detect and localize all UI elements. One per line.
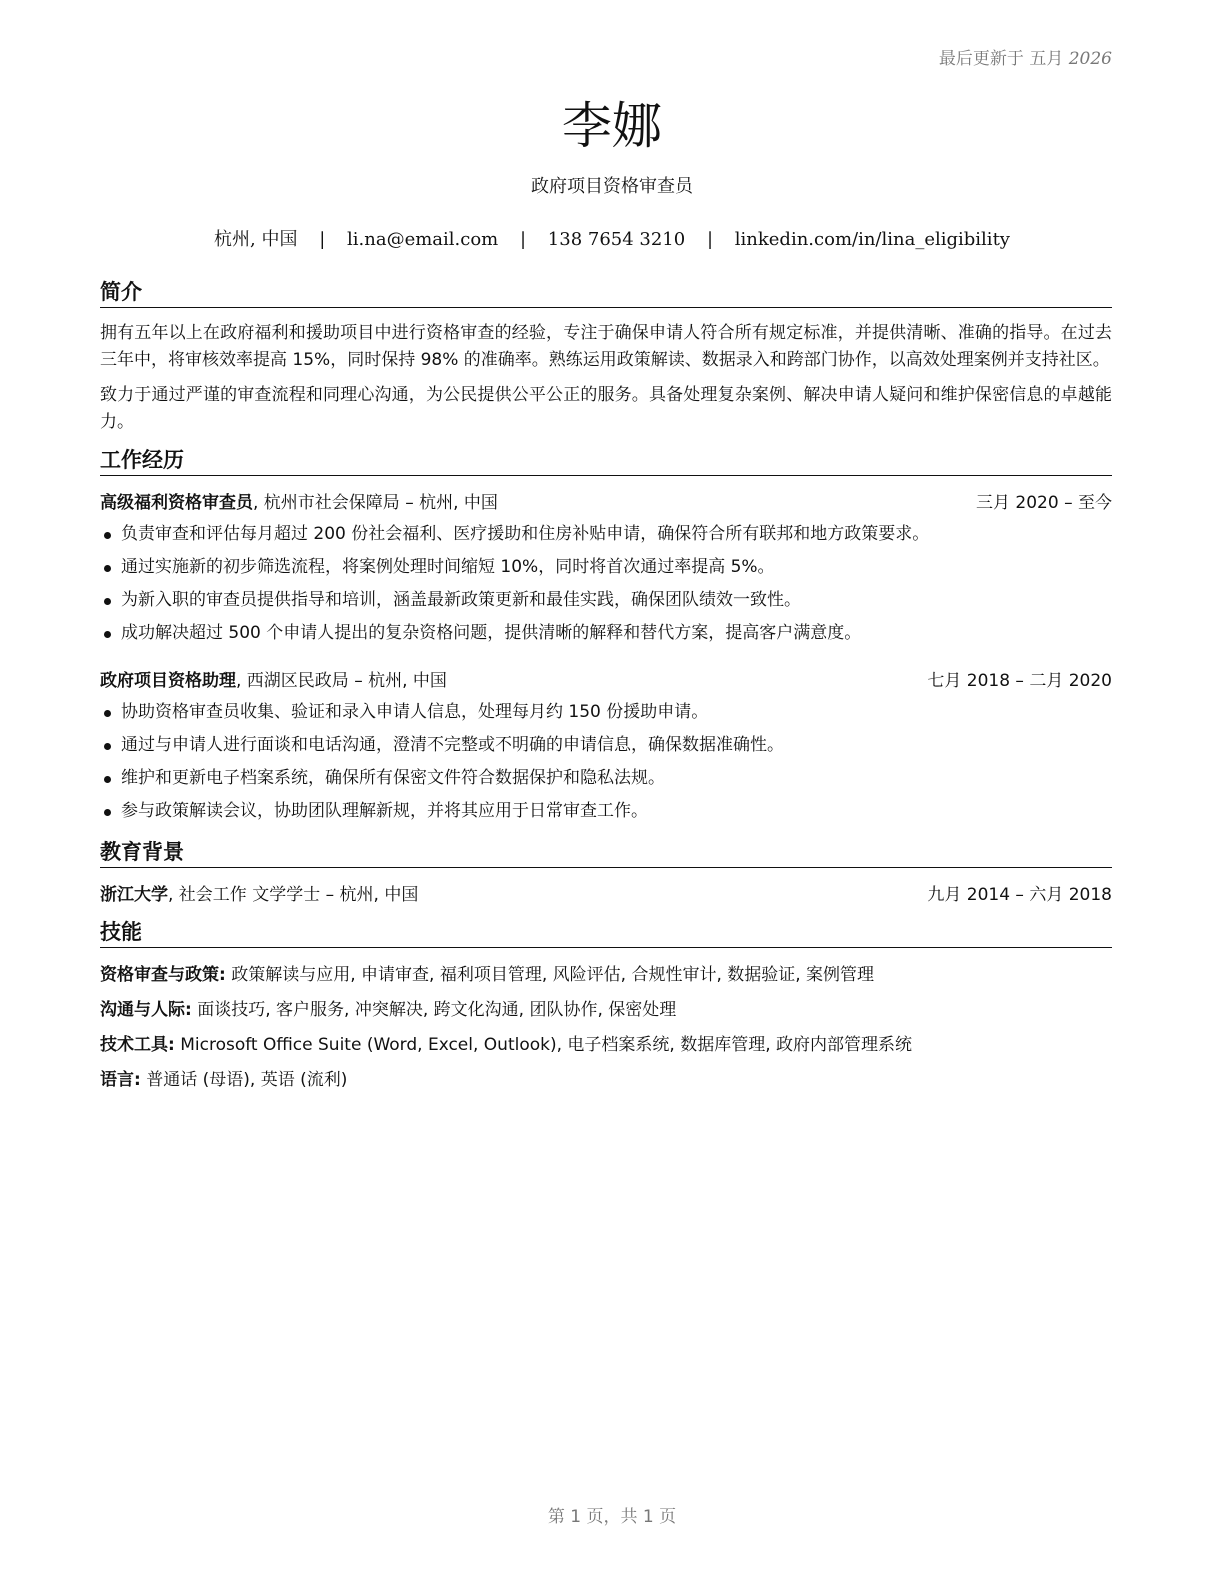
skill-row <box>100 993 1112 1028</box>
contact-phone[interactable]: 138 7654 3210 <box>547 229 686 250</box>
job-bullet: 参与政策解读会议，协助团队理解新规，并将其应用于日常审查工作。 <box>100 795 1112 828</box>
job-bullet: 负责审查和评估每月超过 200 份社会福利、医疗援助和住房补贴申请，确保符合所有联邦和地方政策要求。 <box>100 518 1112 551</box>
education-heading: 教育背景 <box>100 838 1112 868</box>
contact-location: 杭州, 中国 <box>214 229 298 250</box>
skills-list <box>100 958 1112 1098</box>
job-role: 政府项目资格助理 <box>100 671 236 691</box>
candidate-name: 李娜 <box>562 97 662 155</box>
contact-separator: | <box>319 229 326 250</box>
job-entry <box>100 668 1112 828</box>
job-bullet: 通过实施新的初步筛选流程，将案例处理时间缩短 10%，同时将首次通过率提高 5%。 <box>100 551 1112 584</box>
skill-label: 资格审查与政策: <box>100 965 226 985</box>
job-dates: 七月 2018 – 二月 2020 <box>927 671 1112 691</box>
job-org: , 杭州市社会保障局 – 杭州, 中国 <box>253 493 498 513</box>
skill-row <box>100 1028 1112 1063</box>
skill-label: 语言: <box>100 1070 141 1090</box>
education-school-detail <box>100 882 418 908</box>
job-bullet: 成功解决超过 500 个申请人提出的复杂资格问题，提供清晰的解释和替代方案，提高客户满意度。 <box>100 617 1112 650</box>
skill-row <box>100 1063 1112 1098</box>
job-role-org <box>100 668 447 694</box>
job-role-org <box>100 490 498 516</box>
contact-separator: | <box>706 229 714 250</box>
contact-email[interactable]: li.na@email.com <box>347 229 499 250</box>
job-header <box>100 490 1112 516</box>
summary-paragraph: 拥有五年以上在政府福利和援助项目中进行资格审查的经验，专注于确保申请人符合所有规定标准，并提供清晰、准确的指导。在过去三年中，将审核效率提高 15%，同时保持 98% 的准确率。熟练运用政策解读、数据录入和跨部门协作，以高效处理案例并支持社区。 <box>100 323 1112 370</box>
experience-section <box>100 446 1112 828</box>
skill-value: 面谈技巧, 客户服务, 冲突解决, 跨文化沟通, 团队协作, 保密处理 <box>191 1000 677 1020</box>
job-bullets <box>100 696 1112 828</box>
contact-linkedin[interactable]: linkedin.com/in/lina_eligibility <box>734 229 1010 250</box>
last-updated-year: 2026 <box>1068 49 1112 69</box>
job-role: 高级福利资格审查员 <box>100 493 253 513</box>
job-bullet: 为新入职的审查员提供指导和培训，涵盖最新政策更新和最佳实践，确保团队绩效一致性。 <box>100 584 1112 617</box>
skill-row <box>100 958 1112 993</box>
skills-section <box>100 918 1112 1098</box>
resume-body <box>100 278 1112 1108</box>
page-footer: 第 1 页，共 1 页 <box>547 1507 677 1527</box>
job-bullet: 协助资格审查员收集、验证和录入申请人信息，处理每月约 150 份援助申请。 <box>100 696 1112 729</box>
contact-separator: | <box>519 229 527 250</box>
summary-section <box>100 278 1112 436</box>
education-section <box>100 838 1112 908</box>
skill-value: 政策解读与应用, 申请审查, 福利项目管理, 风险评估, 合规性审计, 数据验证, 案例管理 <box>225 965 875 985</box>
job-bullets <box>100 518 1112 650</box>
education-dates: 九月 2014 – 六月 2018 <box>927 885 1112 905</box>
job-org: , 西湖区民政局 – 杭州, 中国 <box>236 671 447 691</box>
skills-heading: 技能 <box>100 918 1112 948</box>
job-dates: 三月 2020 – 至今 <box>976 493 1112 513</box>
summary-heading: 简介 <box>100 278 1112 308</box>
last-updated <box>939 44 1112 69</box>
education-entry <box>100 882 1112 908</box>
education-school: 浙江大学 <box>100 885 168 905</box>
last-updated-prefix: 最后更新于 五月 <box>938 49 1064 69</box>
skill-value: Microsoft Office Suite (Word, Excel, Outlook), 电子档案系统, 数据库管理, 政府内部管理系统 <box>174 1035 913 1055</box>
job-bullet: 维护和更新电子档案系统，确保所有保密文件符合数据保护和隐私法规。 <box>100 762 1112 795</box>
skill-value: 普通话 (母语), 英语 (流利) <box>140 1070 348 1090</box>
job-entry <box>100 490 1112 650</box>
education-detail: , 社会工作 文学学士 – 杭州, 中国 <box>168 885 419 905</box>
job-header <box>100 668 1112 694</box>
candidate-title: 政府项目资格审查员 <box>531 176 693 197</box>
job-bullet: 通过与申请人进行面谈和电话沟通，澄清不完整或不明确的申请信息，确保数据准确性。 <box>100 729 1112 762</box>
contact-line <box>0 225 1224 251</box>
summary-paragraph: 致力于通过严谨的审查流程和同理心沟通，为公民提供公平公正的服务。具备处理复杂案例、解决申请人疑问和维护保密信息的卓越能力。 <box>100 385 1112 432</box>
skill-label: 技术工具: <box>100 1035 175 1055</box>
experience-heading: 工作经历 <box>100 446 1112 476</box>
skill-label: 沟通与人际: <box>100 1000 192 1020</box>
